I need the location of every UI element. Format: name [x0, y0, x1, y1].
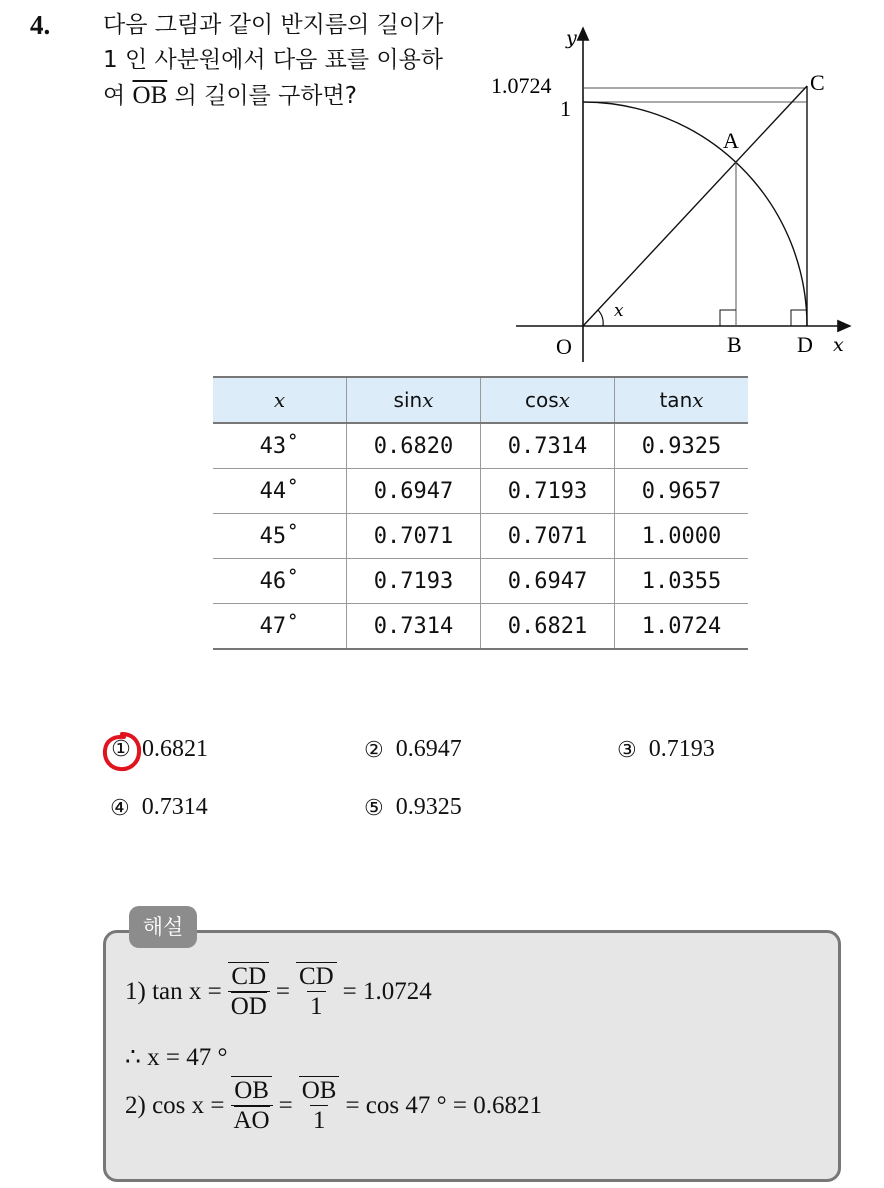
line-oc — [583, 86, 807, 326]
choice-3-number: ③ — [617, 736, 637, 762]
point-c-label: C — [810, 70, 825, 95]
tick-1: 1 — [560, 96, 571, 121]
table-cell: 0.7314 — [347, 604, 481, 650]
table-cell: 0.6821 — [481, 604, 615, 650]
question-number: 4. — [30, 10, 51, 40]
solution-tag: 해설 — [129, 906, 197, 948]
answer-mark-circle — [100, 730, 144, 774]
solution-line-2: ∴ x = 47 ° — [125, 1044, 228, 1071]
table-cell: 0.7071 — [481, 514, 615, 559]
question-text — [103, 8, 463, 114]
segment-ob: $\overline{OB}$ — [132, 82, 168, 109]
point-d-label: D — [797, 332, 813, 357]
choice-4[interactable] — [110, 794, 208, 821]
x-axis-label: x — [833, 334, 844, 356]
trig-table — [213, 376, 748, 650]
line1-prefix: 1) tan x = — [125, 978, 222, 1005]
right-angle-b — [720, 310, 736, 326]
choice-1-number: ① — [111, 736, 131, 762]
angle-label: x — [614, 301, 624, 321]
point-o-label: O — [556, 334, 572, 359]
table-cell: 0.7193 — [481, 469, 615, 514]
choice-5[interactable] — [364, 794, 462, 821]
header-cos: cosx — [481, 377, 615, 423]
table-cell: 0.6820 — [347, 423, 481, 469]
header-sin: sinx — [347, 377, 481, 423]
choice-4-number: ④ — [110, 794, 130, 820]
fraction-ob-1: $\frac{OB}{1}$ — [299, 1076, 340, 1136]
question-text-part1: 다음 그림과 같이 반지름의 길이가 1 인 사분원에서 다음 표를 이용하여 — [103, 12, 444, 109]
table-cell: 45˚ — [213, 514, 347, 559]
table-cell: 44˚ — [213, 469, 347, 514]
line1-result: = 1.0724 — [342, 978, 432, 1005]
choice-5-number: ⑤ — [364, 794, 384, 820]
solution-line-3: 2) cos x = $\frac{OB}{AO}$ = $\frac{OB}{1}$ = cos 47 ° = 0.6821 — [125, 1077, 542, 1134]
table-cell: 0.7314 — [481, 423, 615, 469]
table-cell: 0.7193 — [347, 559, 481, 604]
table-header-row — [213, 377, 748, 423]
choice-3-value: 0.7193 — [648, 736, 715, 762]
table-row — [213, 514, 748, 559]
line3-prefix: 2) cos x = — [125, 1092, 225, 1119]
tick-1.0724: 1.0724 — [491, 73, 552, 98]
table-row — [213, 604, 748, 650]
choice-5-value: 0.9325 — [395, 794, 462, 820]
table-row — [213, 423, 748, 469]
quarter-circle-figure — [490, 20, 860, 365]
fraction-ob-ao: $\frac{OB}{AO}$ — [231, 1076, 273, 1136]
line3-result: = cos 47 ° = 0.6821 — [345, 1092, 542, 1119]
question-text-part2: 의 길이를 구하면? — [174, 83, 357, 109]
table-cell: 0.9325 — [615, 423, 749, 469]
quarter-arc — [583, 102, 807, 326]
choice-2-number: ② — [364, 736, 384, 762]
fraction-cd-od: $\frac{CD}{OD}$ — [228, 962, 270, 1022]
point-a-label: A — [723, 128, 739, 153]
table-cell: 0.6947 — [347, 469, 481, 514]
y-axis-label: y — [566, 27, 577, 49]
fraction-cd-1: $\frac{CD}{1}$ — [296, 962, 337, 1022]
choice-2[interactable] — [364, 736, 462, 763]
table-cell: 0.7071 — [347, 514, 481, 559]
solution-line-1: 1) tan x = $\frac{CD}{OD}$ = $\frac{CD}{1}$ = 1.0724 — [125, 963, 432, 1020]
table-cell: 47˚ — [213, 604, 347, 650]
header-tan: tanx — [615, 377, 749, 423]
point-b-label: B — [727, 332, 742, 357]
table-row — [213, 469, 748, 514]
choice-2-value: 0.6947 — [395, 736, 462, 762]
table-cell: 0.6947 — [481, 559, 615, 604]
table-cell: 43˚ — [213, 423, 347, 469]
table-cell: 1.0000 — [615, 514, 749, 559]
choice-4-value: 0.7314 — [141, 794, 208, 820]
table-row — [213, 559, 748, 604]
choice-1-value: 0.6821 — [142, 736, 208, 762]
table-cell: 46˚ — [213, 559, 347, 604]
angle-arc — [598, 310, 603, 326]
table-cell: 0.9657 — [615, 469, 749, 514]
header-x: x — [213, 377, 347, 423]
right-angle-d — [791, 310, 807, 326]
table-cell: 1.0355 — [615, 559, 749, 604]
choice-3[interactable] — [617, 736, 715, 763]
table-cell: 1.0724 — [615, 604, 749, 650]
